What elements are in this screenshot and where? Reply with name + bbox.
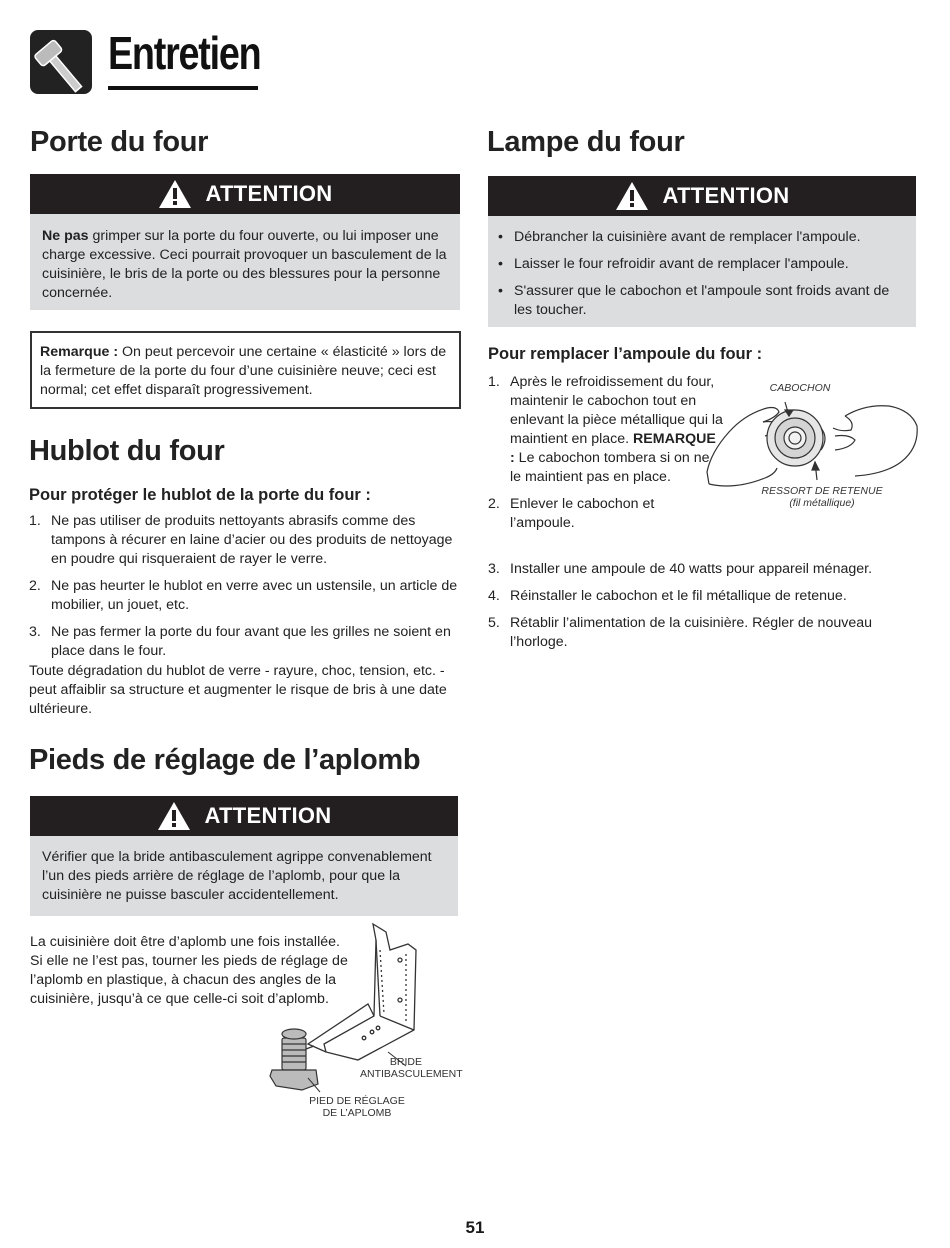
lamp-attention-banner [488, 176, 916, 216]
list-item: 2. Enlever le cabochon et l’ampoule. [488, 496, 655, 531]
cap-label: CABOCHON [769, 382, 831, 394]
door-warning-box [30, 214, 460, 310]
list-item: 1. Après le refroidissement du four, maintenir le cabochon tout en enlevant la pièce métallique qui la maintient en place. REMARQUE : Le cabochon tombera si on ne le maintient pas en place. [488, 374, 723, 485]
warning-triangle-icon [615, 181, 649, 211]
list-item: 5. Rétablir l’alimentation de la cuisinière. Régler de nouveau l’horloge. [488, 615, 872, 650]
lamp-steps-top [488, 373, 723, 541]
list-item: • S'assurer que le cabochon et l'ampoule sont froids avant de les toucher. [498, 283, 890, 318]
door-note-box [30, 331, 461, 409]
leveling-warning-box: Vérifier que la bride antibasculement agrippe convenablement l’un des pieds arrière de réglage de l’aplomb, pour que la cuisinière ne puisse basculer accidentellement. [30, 836, 458, 916]
door-section-title: Porte du four [30, 126, 209, 158]
list-item: • Débrancher la cuisinière avant de remplacer l'ampoule. [498, 229, 861, 245]
header-underline [108, 86, 258, 90]
window-section-title: Hublot du four [29, 435, 225, 467]
screwdriver-icon [30, 30, 92, 94]
warning-triangle-icon [158, 179, 192, 209]
attention-label: ATTENTION [205, 181, 333, 206]
attention-label: ATTENTION [662, 183, 790, 208]
list-item: 3. Ne pas fermer la porte du four avant que les grilles ne soient en place dans le four. [29, 624, 451, 659]
list-item: • Laisser le four refroidir avant de remplacer l'ampoule. [498, 256, 849, 272]
lamp-subtitle: Pour remplacer l’ampoule du four : [488, 345, 763, 363]
foot-label: PIED DE RÉGLAGE DE L’APLOMB [309, 1095, 405, 1119]
lamp-steps-bottom [488, 560, 918, 660]
spring-label: RESSORT DE RETENUE (fil métallique) [761, 485, 883, 509]
page-number: 51 [465, 1218, 485, 1237]
lamp-section-title: Lampe du four [487, 126, 685, 158]
lamp-cover-illustration [705, 392, 920, 497]
door-attention-banner [30, 174, 460, 214]
list-item: 3. Installer une ampoule de 40 watts pour appareil ménager. [488, 561, 873, 577]
note-text: On peut percevoir une certaine « élasticité » lors de la fermeture de la porte du four d’une cuisinière neuve; ceci est normal; cet effet disparaît progressivement. [40, 344, 447, 398]
window-footer-text: Toute dégradation du hublot de verre - rayure, choc, tension, etc. - peut affaiblir sa structure et augmenter le risque de bris à une date ultérieure. [29, 663, 447, 717]
leveling-body-text: La cuisinière doit être d’aplomb une fois installée. Si elle ne l’est pas, tourner les pieds de réglage de l’aplomb en plastique, à chacun des angles de la cuisinière, jusqu’à ce que celle-ci soit d’aplomb. [30, 934, 348, 1007]
page-section-title: Entretien [108, 27, 261, 79]
window-subtitle: Pour protéger le hublot de la porte du four : [29, 486, 371, 504]
warning-text: grimper sur la porte du four ouverte, ou lui imposer une charge excessive. Ceci pourrait provoquer un basculement de la cuisinière, le bris de la porte ou des blessures pour la personne concernée. [42, 228, 447, 301]
note-bold-label: Remarque : [40, 344, 119, 360]
list-item: 1. Ne pas utiliser de produits nettoyants abrasifs comme des tampons à récurer en laine d’acier ou des produits de nettoyage en poudre qui risqueraient de rayer le verre. [29, 513, 453, 567]
list-item: 4. Réinstaller le cabochon et le fil métallique de retenue. [488, 588, 847, 604]
warning-bold-text: Ne pas [42, 228, 89, 244]
list-item: 2. Ne pas heurter le hublot en verre avec un ustensile, un article de mobilier, un jouet, etc. [29, 578, 458, 613]
attention-label: ATTENTION [204, 803, 332, 828]
leveling-attention-banner [30, 796, 458, 836]
bracket-label: BRIDE ANTIBASCULEMENT [360, 1056, 463, 1080]
window-list [29, 512, 459, 669]
warning-triangle-icon [157, 801, 191, 831]
lamp-warning-box [488, 216, 916, 327]
leveling-section-title: Pieds de réglage de l’aplomb [29, 744, 421, 776]
